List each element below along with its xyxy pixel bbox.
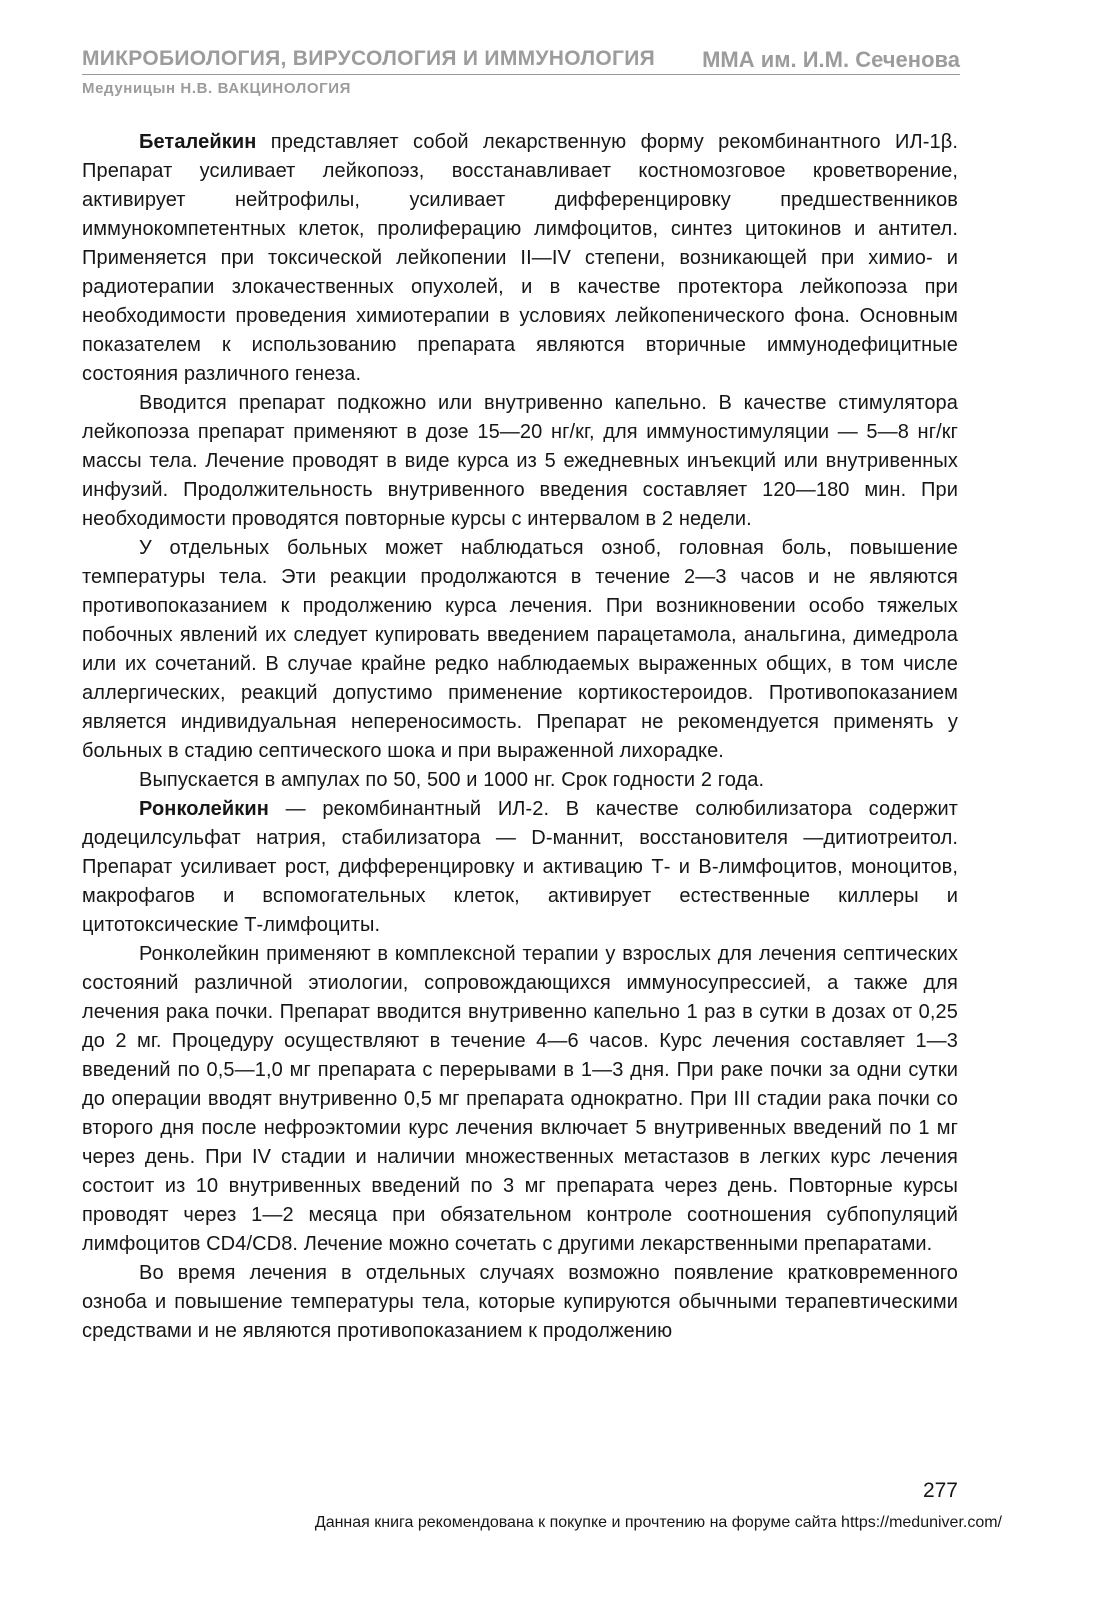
book-title: МИКРОБИОЛОГИЯ, ВИРУСОЛОГИЯ И ИММУНОЛОГИЯ (82, 47, 656, 70)
paragraph (82, 766, 958, 795)
body-text (82, 128, 958, 1346)
paragraph (82, 795, 958, 940)
paragraph (82, 389, 958, 534)
paragraph-text: — рекомбинантный ИЛ-2. В качестве солюбилизатора содержит додецилсульфат натрия, стабилизатора — D-маннит, восстановителя —дитиотреитол. Препарат усиливает рост, дифференцировку и активацию Т- и В-лимфоцитов, моноцитов, макрофагов и вспомогательных клеток, активирует естественные киллеры и цитотоксические Т-лимфоциты. (82, 798, 958, 936)
term-betaleukin: Беталейкин (139, 131, 257, 153)
paragraph (82, 534, 958, 766)
term-roncoleukin: Ронколейкин (139, 798, 269, 820)
footer-note: Данная книга рекомендована к покупке и прочтению на форуме сайта https://meduniver.com/ (314, 1514, 1002, 1531)
paragraph (82, 1259, 958, 1346)
page-number: 277 (922, 1479, 958, 1502)
paragraph-text: Ронколейкин применяют в комплексной терапии у взрослых для лечения септических состояний различной этиологии, сопровождающихся иммуносупрессией, а также для лечения рака почки. Препарат вводится внутривенно капельно 1 раз в сутки в дозах от 0,25 до 2 мг. Процедуру осуществляют в течение 4—6 часов. Курс лечения составляет 1—3 введений по 0,5—1,0 мг препарата с перерывами в 1—3 дня. При раке почки за одни сутки до операции вводят внутривенно 0,5 мг препарата однократно. При III стадии рака почки со второго дня после нефроэктомии курс лечения включает 5 внутривенных введений по 1 мг через день. При IV стадии и наличии множественных метастазов в легких курс лечения состоит из 10 внутривенных введений по 3 мг препарата через день. Повторные курсы проводят через 1—2 месяца при обязательном контроле соотношения субпопуляций лимфоцитов CD4/CD8. Лечение можно сочетать с другими лекарственными препаратами. (82, 943, 958, 1255)
paragraph (82, 940, 958, 1259)
author-chapter: Медуницын Н.В. ВАКЦИНОЛОГИЯ (82, 80, 351, 97)
paragraph-text: представляет собой лекарственную форму рекомбинантного ИЛ-1β. Препарат усиливает лейкопоэз, восстанавливает костномозговое кроветворение, активирует нейтрофилы, усиливает дифференцировку предшественников иммунокомпетентных клеток, пролиферацию лимфоцитов, синтез цитокинов и антител. Применяется при токсической лейкопении II—IV степени, возникающей при химио- и радиотерапии злокачественных опухолей, и в качестве протектора лейкопоэза при необходимости проведения химиотерапии в условиях лейкопенического фона. Основным показателем к использованию препарата являются вторичные иммунодефицитные состояния различного генеза. (82, 131, 958, 385)
paragraph (82, 128, 958, 389)
paragraph-text: Выпускается в ампулах по 50, 500 и 1000 нг. Срок годности 2 года. (139, 769, 765, 791)
running-header (82, 44, 960, 75)
paragraph-text: Вводится препарат подкожно или внутривенно капельно. В качестве стимулятора лейкопоэза препарат применяют в дозе 15—20 нг/кг, для иммуностимуляции — 5—8 нг/кг массы тела. Лечение проводят в виде курса из 5 ежедневных инъекций или внутривенных инфузий. Продолжительность внутривенного введения составляет 120—180 мин. При необходимости проводятся повторные курсы с интервалом в 2 недели. (82, 392, 958, 530)
paragraph-text: У отдельных больных может наблюдаться озноб, головная боль, повышение температуры тела. Эти реакции продолжаются в течение 2—3 часов и не являются противопоказанием к продолжению курса лечения. При возникновении особо тяжелых побочных явлений их следует купировать введением парацетамола, анальгина, димедрола или их сочетаний. В случае крайне редко наблюдаемых выраженных общих, в том числе аллергических, реакций допустимо применение кортикостероидов. Противопоказанием является индивидуальная непереносимость. Препарат не рекомендуется применять у больных в стадию септического шока и при выраженной лихорадке. (82, 537, 958, 762)
paragraph-text: Во время лечения в отдельных случаях возможно появление кратковременного озноба и повышение температуры тела, которые купируются обычными терапевтическими средствами и не являются противопоказанием к продолжению (82, 1262, 958, 1342)
publisher: ММА им. И.М. Сеченова (702, 47, 960, 72)
